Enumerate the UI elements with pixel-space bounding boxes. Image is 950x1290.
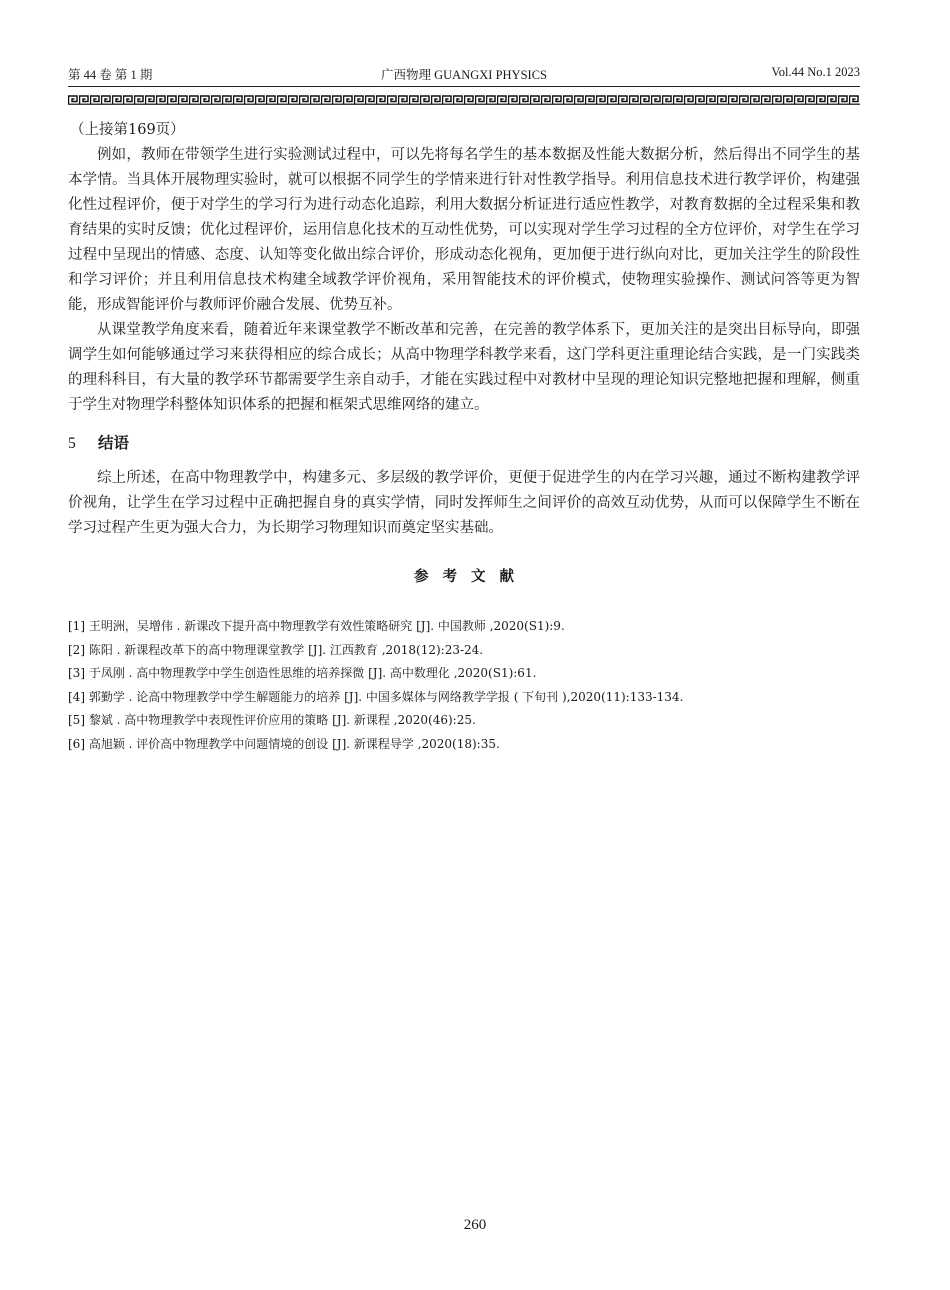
reference-item: [3] 于凤刚 . 高中物理教学中学生创造性思维的培养探微 [J]. 高中数理化 ,2020(S1):61. [68, 666, 537, 680]
header-rule [68, 86, 860, 87]
body-paragraph: 从课堂教学角度来看，随着近年来课堂教学不断改革和完善，在完善的教学体系下，更加关注的是突出目标导向，即强调学生如何能够通过学习来获得相应的综合成长；从高中物理学科教学来看，这门学科更注重理论结合实践，是一门实践类的理科科目，有大量的教学环节都需要学生亲自动手，才能在实践过程中对教材中呈现的理论知识完整地把握和理解，侧重于学生对物理学科整体知识体系的把握和框架式思维网络的建立。 [68, 322, 860, 413]
continued-from-note: （上接第169页） [70, 122, 185, 138]
section-number: 5 [68, 435, 76, 452]
running-header [68, 62, 860, 84]
body-paragraph: 例如，教师在带领学生进行实验测试过程中，可以先将每名学生的基本数据及性能大数据分析，然后得出不同学生的基本学情。当具体开展物理实验时，就可以根据不同学生的学情来进行针对性教学指导。利用信息技术进行教学评价，构建强化性过程评价，便于对学生的学习行为进行动态化追踪，利用大数据分析证进行适应性教学，对教育数据的全过程采集和教育结果的实时反馈；优化过程评价，运用信息化技术的互动性优势，可以实现对学生学习过程的全方位评价，对学生在学习过程中呈现出的情感、态度、认知等变化做出综合评价，形成动态化视角，更加便于进行纵向对比，更加关注学生的阶段性和学习评价；并且利用信息技术构建全域教学评价视角，采用智能技术的评价模式，使物理实验操作、测试问答等更为智能，形成智能评价与教师评价融合发展、优势互补。 [68, 147, 860, 313]
reference-item: [1] 王明洲，吴增伟 . 新课改下提升高中物理教学有效性策略研究 [J]. 中国教师 ,2020(S1):9. [68, 619, 565, 633]
references-title: 参考文献 [414, 569, 528, 585]
decorative-border [68, 95, 860, 105]
reference-item: [5] 黎斌 . 高中物理教学中表现性评价应用的策略 [J]. 新课程 ,2020(46):25. [68, 713, 476, 727]
section-title: 结语 [98, 434, 130, 452]
header-volume-issue: 第 44 卷 第 1 期 [68, 68, 153, 82]
header-journal-name: 广西物理 GUANGXI PHYSICS [381, 68, 547, 82]
references-list [68, 615, 860, 756]
reference-item: [4] 郭勤学 . 论高中物理教学中学生解题能力的培养 [J]. 中国多媒体与网络教学学报 ( 下旬刊 ),2020(11):133-134. [68, 689, 684, 704]
reference-item: [6] 高旭颖 . 评价高中物理教学中问题情境的创设 [J]. 新课程导学 ,2020(18):35. [68, 736, 500, 751]
page-number: 260 [463, 1217, 487, 1233]
section-heading [68, 431, 860, 456]
header-vol-no-year: Vol.44 No.1 2023 [771, 65, 860, 79]
article-body [68, 118, 860, 756]
conclusion-paragraph: 综上所述，在高中物理教学中，构建多元、多层级的教学评价，更便于促进学生的内在学习兴趣，通过不断构建教学评价视角，让学生在学习过程中正确把握自身的真实学情，同时发挥师生之间评价的高效互动优势，从而可以保障学生不断在学习过程产生更为强大合力，为长期学习物理知识而奠定坚实基础。 [68, 470, 860, 536]
reference-item: [2] 陈阳 . 新课程改革下的高中物理课堂教学 [J]. 江西教育 ,2018(12):23-24. [68, 642, 484, 657]
